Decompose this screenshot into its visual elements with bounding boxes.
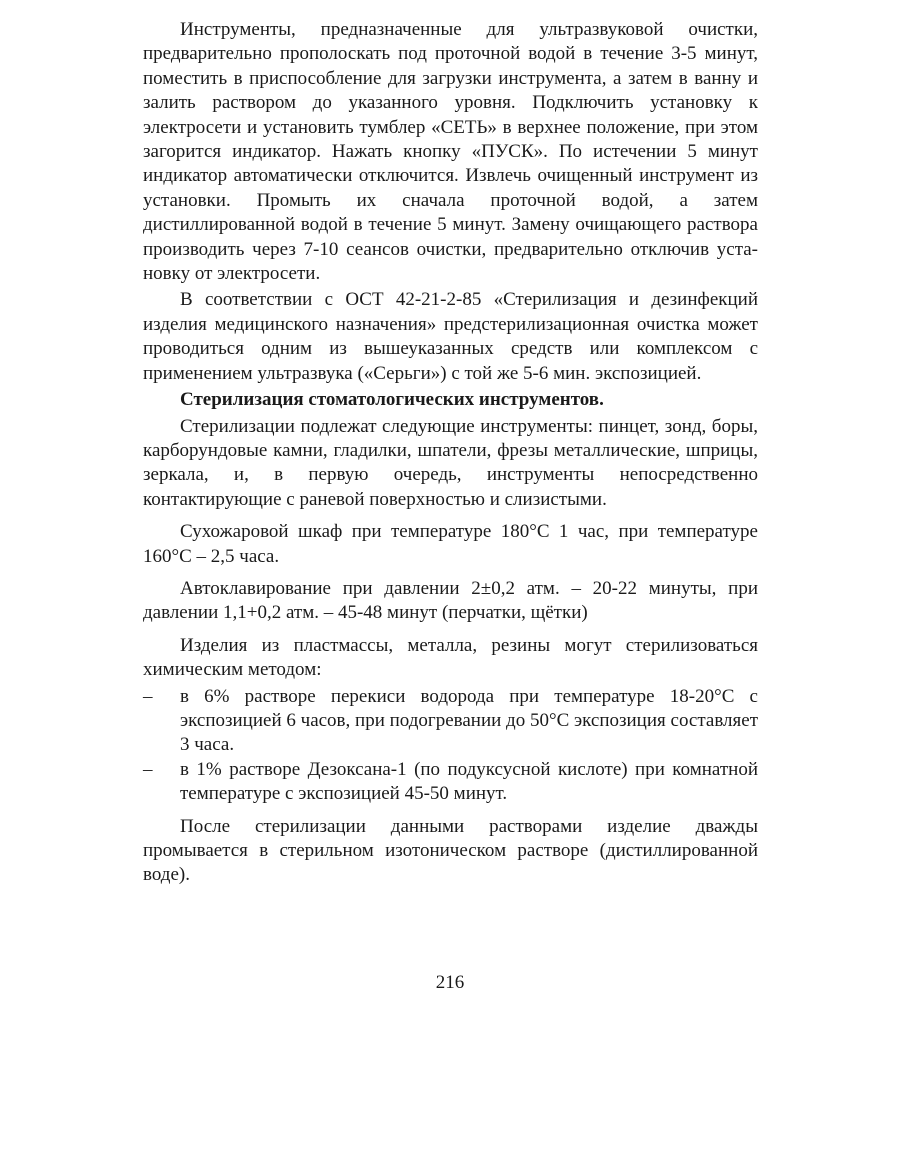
- paragraph-after-sterilization: После стерилизации данными растворами изделие дважды промывается в стерильном изотоническом растворе (дистиллированной воде).: [143, 815, 758, 886]
- list-item-text: в 1% растворе Дезоксана-1 (по подуксусной кислоте) при комнатной температуре с экспозицией 45-50 минут.: [180, 758, 758, 805]
- paragraph-ultrasonic-cleaning: Инструменты, предназначенные для ультразвуковой очистки, предварительно прополоскать под проточной водой в течение 3-5 минут, поместить в приспособление для загрузки инструмента, а затем в ванну и залить раствором до указанного уровня. Подключить установку к электросети и установить тумблер «СЕТЬ» в верхнее положение, при этом загорится индикатор. Нажать кнопку «ПУСК». По истечении 5 минут индикатор автоматически отключится. Извлечь очищенный инструмент из установки. Промыть их сначала проточной водой, а затем дистиллированной водой в течение 5 минут. Замену очищающего раствора производить через 7-10 сеансов очистки, предварительно отключив установку от электросети.: [143, 19, 758, 285]
- paragraph-autoclave: Автоклавирование при давлении 2±0,2 атм. – 20-22 минуты, при давлении 1,1+0,2 атм. – 45-48 минут (перчатки, щётки): [143, 577, 758, 624]
- paragraph-dry-heat: Сухожаровой шкаф при температуре 180°С 1 час, при температуре 160°С – 2,5 часа.: [143, 521, 758, 567]
- chemical-method-list: [143, 685, 758, 807]
- list-item-text: в 6% растворе перекиси водорода при температуре 18-20°С с экспозицией 6 часов, при подогревании до 50°С экспозиция составляет 3 часа.: [180, 685, 758, 756]
- list-dash-marker: –: [143, 685, 153, 707]
- document-page: [143, 18, 758, 890]
- paragraph-instruments-list: Стерилизации подлежат следующие инструменты: пинцет, зонд, боры, карборундовые камни, гладилки, шпатели, фрезы металлические, шприцы, зеркала, и, в первую очередь, инструменты непосредственно контактирующие с раневой поверхностью и слизистыми.: [143, 415, 758, 510]
- paragraph-chemical-method: Изделия из пластмассы, металла, резины могут стерилизоваться химическим методом:: [143, 634, 758, 681]
- page-number: 216: [435, 972, 465, 993]
- list-dash-marker: –: [143, 758, 153, 780]
- section-heading: Стерилизация стоматологических инструментов.: [180, 389, 604, 411]
- paragraph-ost-standard: В соответствии с ОСТ 42-21-2-85 «Стерилизация и дезинфекций изделия медицинского назначения» предстерилизационная очистка может проводиться одним из вышеуказанных средств или комплексом с применением ультразвука («Серьги») с той же 5-6 мин. экспозицией.: [143, 289, 758, 384]
- list-item: [143, 758, 758, 807]
- list-item: [143, 685, 758, 758]
